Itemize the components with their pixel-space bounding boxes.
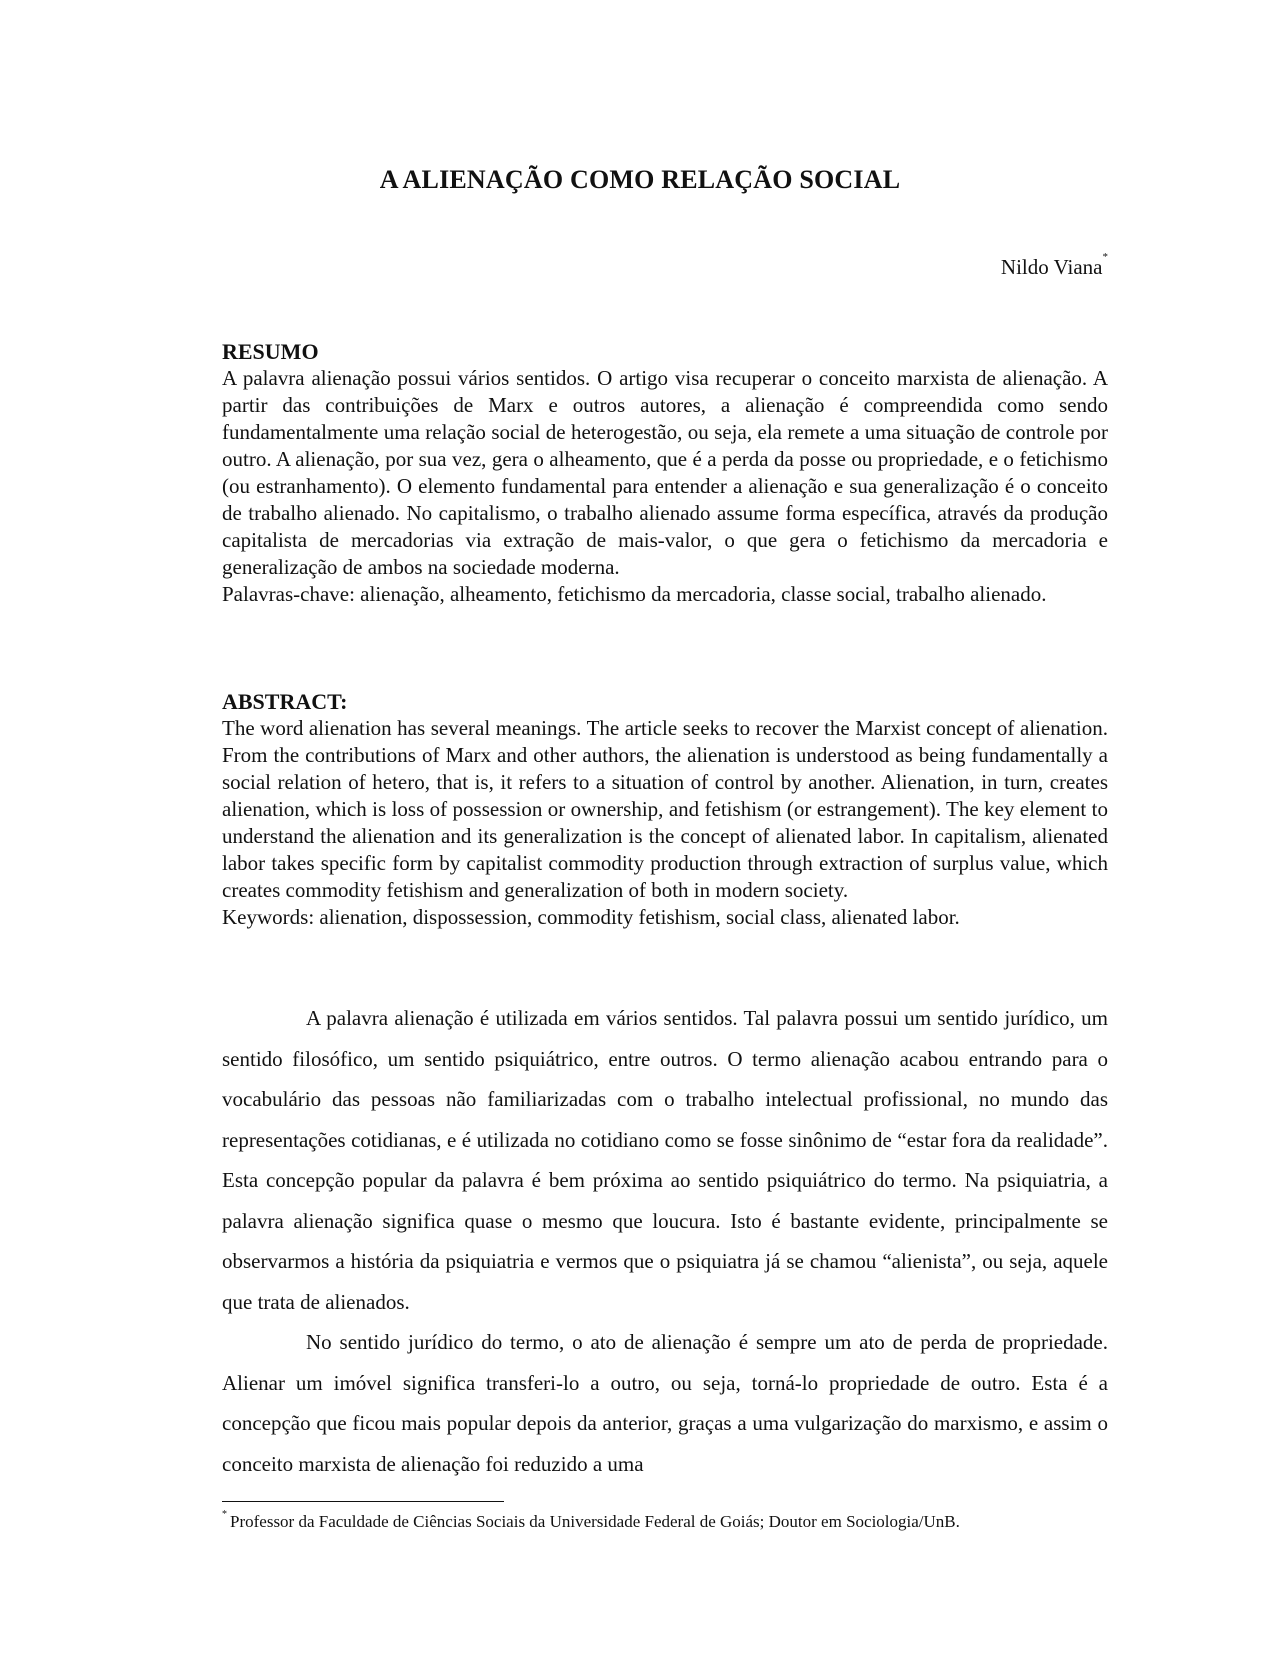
footnote-divider: [222, 1501, 504, 1502]
author-line: [1000, 251, 1108, 280]
resumo-section: [222, 338, 1108, 608]
article-title: A ALIENAÇÃO COMO RELAÇÃO SOCIAL: [379, 165, 901, 194]
author-footnote-marker: *: [1102, 251, 1108, 263]
body-paragraph: No sentido jurídico do termo, o ato de alienação é sempre um ato de perda de propriedade. Alienar um imóvel significa transferi-lo a outro, ou seja, torná-lo propriedade de outro. Esta é a concepção que ficou mais popular depois da anterior, graças a uma vulgarização do marxismo, e assim o conceito marxista de alienação foi reduzido a uma: [222, 1330, 1108, 1476]
abstract-heading: ABSTRACT:: [222, 689, 348, 714]
body-paragraph: A palavra alienação é utilizada em vários sentidos. Tal palavra possui um sentido jurídico, um sentido filosófico, um sentido psiquiátrico, entre outros. O termo alienação acabou entrando para o vocabulário das pessoas não familiarizadas com o trabalho intelectual profissional, no mundo das representações cotidianas, e é utilizada no cotidiano como se fosse sinônimo de “estar fora da realidade”. Esta concepção popular da palavra é bem próxima ao sentido psiquiátrico do termo. Na psiquiatria, a palavra alienação significa quase o mesmo que loucura. Isto é bastante evidente, principalmente se observarmos a história da psiquiatria e vermos que o psiquiatra já se chamou “alienista”, ou seja, aquele que trata de alienados.: [222, 1006, 1108, 1314]
abstract-keywords: Keywords: alienation, dispossession, commodity fetishism, social class, alienated labor.: [222, 905, 960, 929]
resumo-heading: RESUMO: [222, 339, 319, 364]
resumo-keywords: Palavras-chave: alienação, alheamento, fetichismo da mercadoria, classe social, trabalho alienado.: [222, 582, 1047, 606]
footnote: [222, 1509, 960, 1532]
abstract-text: The word alienation has several meanings. The article seeks to recover the Marxist concept of alienation. From the contributions of Marx and other authors, the alienation is understood as being fundamentally a social relation of hetero, that is, it refers to a situation of control by another. Alienation, in turn, creates alienation, which is loss of possession or ownership, and fetishism (or estrangement). The key element to understand the alienation and its generalization is the concept of alienated labor. In capitalism, alienated labor takes specific form by capitalist commodity production through extraction of surplus value, which creates commodity fetishism and generalization of both in modern society.: [222, 716, 1108, 902]
author-name: Nildo Viana: [1000, 255, 1103, 279]
resumo-text: A palavra alienação possui vários sentidos. O artigo visa recuperar o conceito marxista de alienação. A partir das contribuições de Marx e outros autores, a alienação é compreendida como sendo fundamentalmente uma relação social de heterogestão, ou seja, ela remete a uma situação de controle por outro. A alienação, por sua vez, gera o alheamento, que é a perda da posse ou propriedade, e o fetichismo (ou estranhamento). O elemento fundamental para entender a alienação e sua generalização é o conceito de trabalho alienado. No capitalismo, o trabalho alienado assume forma específica, através da produção capitalista de mercadorias via extração de mais-valor, o que gera o fetichismo da mercadoria e generalização de ambos na sociedade moderna.: [222, 366, 1108, 579]
footnote-marker: *: [222, 1509, 227, 1520]
body-text: [222, 998, 1108, 1484]
footnote-text: Professor da Faculdade de Ciências Sociais da Universidade Federal de Goiás; Doutor em Sociologia/UnB.: [230, 1512, 960, 1531]
abstract-section: [222, 688, 1108, 931]
